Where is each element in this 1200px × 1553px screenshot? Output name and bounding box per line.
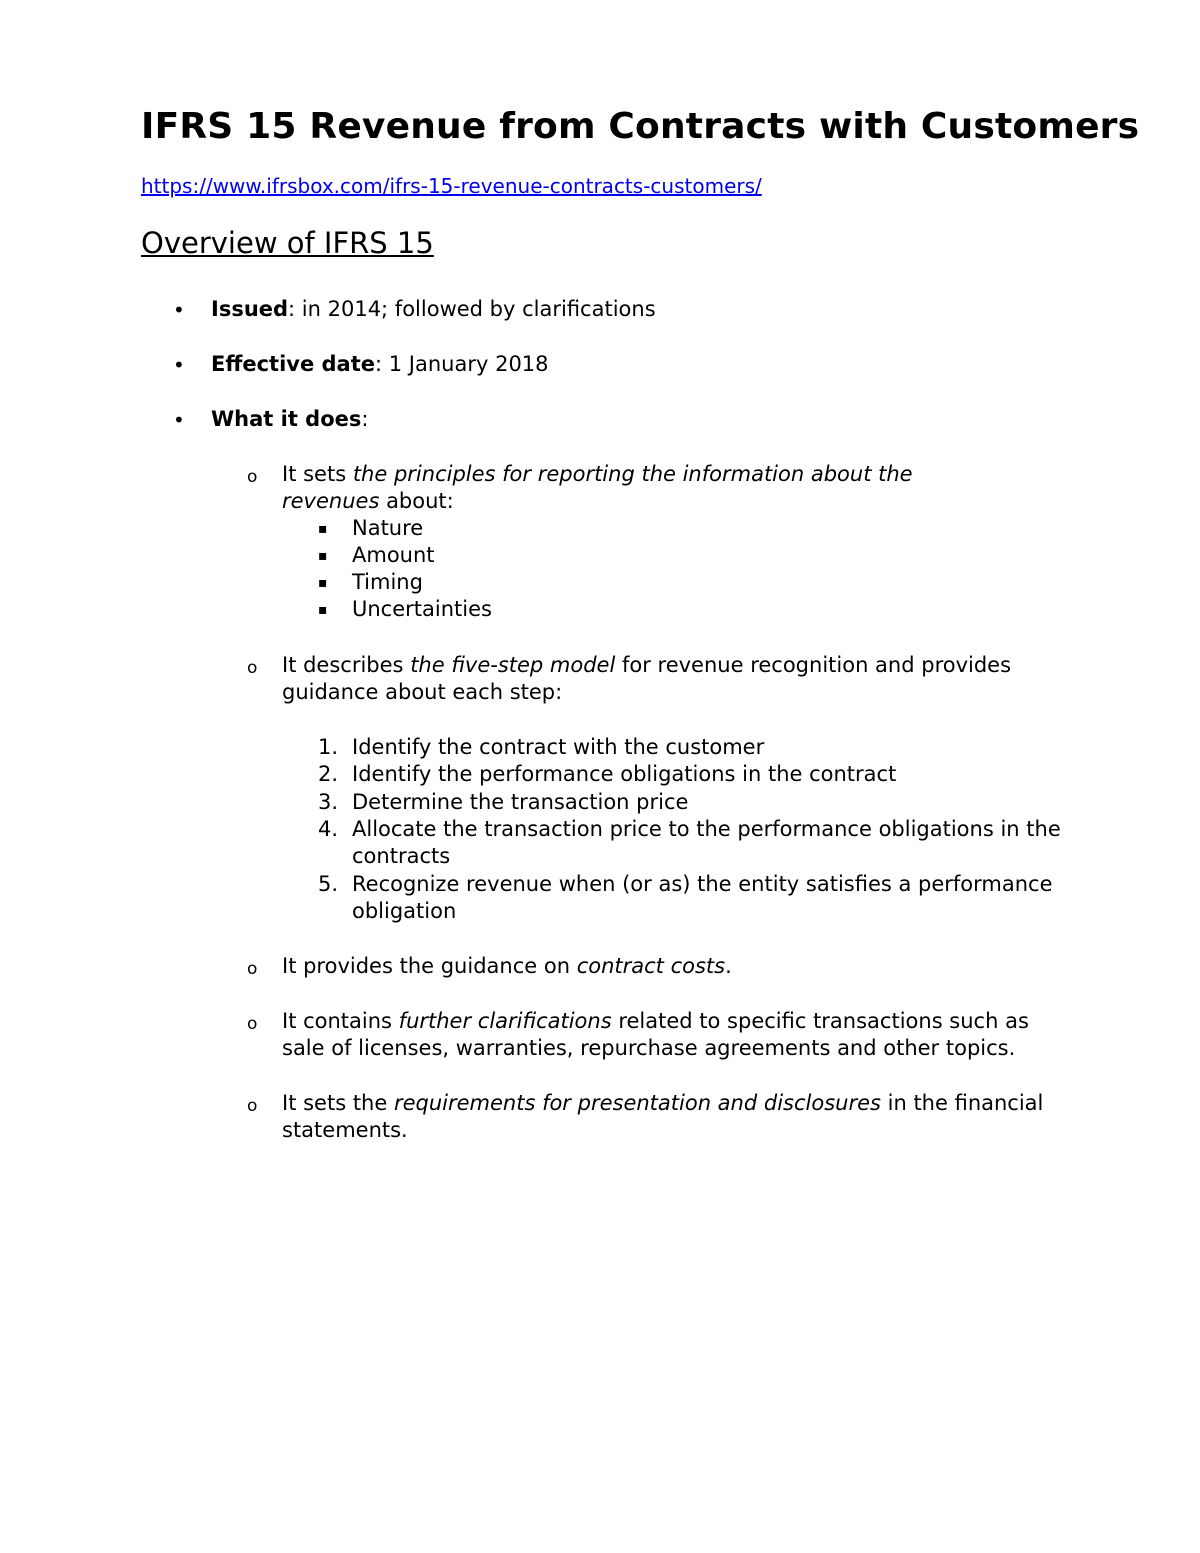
does-item-principles-line2 [282, 488, 454, 515]
emphasis-text: the principles for reporting the information about the [352, 462, 913, 486]
square-bullet-icon: ▪ [318, 521, 328, 537]
circle-bullet-icon: o [247, 1096, 258, 1116]
text-segment: for revenue recognition and provides [615, 653, 1012, 677]
does-item-further-clarifications [282, 1008, 1029, 1035]
emphasis-text: revenues [282, 489, 380, 513]
text-segment: related to specific transactions such as [611, 1009, 1029, 1033]
sub-item-nature: Nature [352, 516, 424, 540]
text-segment: It provides the guidance on [282, 954, 577, 978]
square-bullet-icon: ▪ [318, 575, 328, 591]
does-item-five-step-model-line2: guidance about each step: [282, 680, 563, 704]
square-bullet-icon: ▪ [318, 548, 328, 564]
circle-bullet-icon: o [247, 1014, 258, 1034]
emphasis-text: requirements for presentation and disclosures [393, 1091, 881, 1115]
overview-item-what-it-does [211, 406, 368, 433]
step-text: Identify the contract with the customer [352, 735, 765, 759]
source-link[interactable]: https://www.ifrsbox.com/ifrs-15-revenue-contracts-customers/ [141, 174, 762, 198]
disc-bullet-icon: • [173, 298, 185, 322]
step-number: 3. [318, 790, 339, 814]
disc-bullet-icon: • [173, 408, 185, 432]
step-text-continued: contracts [352, 844, 451, 868]
sub-item-timing: Timing [352, 570, 423, 594]
step-number: 5. [318, 872, 339, 896]
overview-label: Issued [211, 297, 289, 321]
document-title: IFRS 15 Revenue from Contracts with Customers [141, 106, 1140, 147]
text-segment: It describes [282, 653, 411, 677]
does-item-contract-costs [282, 953, 732, 980]
does-item-further-clarifications-line2: sale of licenses, warranties, repurchase agreements and other topics. [282, 1036, 1016, 1060]
text-segment: It sets the [282, 1091, 394, 1115]
overview-label: What it does [211, 407, 362, 431]
step-text: Identify the performance obligations in the contract [352, 762, 897, 786]
circle-bullet-icon: o [247, 467, 258, 487]
does-item-five-step-model [282, 652, 1011, 679]
text-segment: in the financial [880, 1091, 1044, 1115]
step-text: Recognize revenue when (or as) the entity satisfies a performance [352, 872, 1053, 896]
text-segment: . [725, 954, 732, 978]
step-text: Determine the transaction price [352, 790, 689, 814]
overview-label: Effective date [211, 352, 376, 376]
emphasis-text: contract costs [576, 954, 726, 978]
circle-bullet-icon: o [247, 658, 258, 678]
text-segment: about: [379, 489, 454, 513]
step-number: 2. [318, 762, 339, 786]
sub-item-amount: Amount [352, 543, 435, 567]
does-item-principles [282, 461, 913, 488]
overview-text: : [361, 407, 369, 431]
disc-bullet-icon: • [173, 353, 185, 377]
step-number: 4. [318, 817, 339, 841]
step-text: Allocate the transaction price to the performance obligations in the [352, 817, 1061, 841]
square-bullet-icon: ▪ [318, 602, 328, 618]
section-heading: Overview of IFRS 15 [141, 226, 434, 260]
does-item-presentation-disclosures-line2: statements. [282, 1118, 408, 1142]
step-number: 1. [318, 735, 339, 759]
overview-item-issued [211, 296, 656, 323]
does-item-presentation-disclosures [282, 1090, 1043, 1117]
text-segment: It contains [282, 1009, 399, 1033]
step-text-continued: obligation [352, 899, 457, 923]
overview-item-effective-date [211, 351, 549, 378]
circle-bullet-icon: o [247, 959, 258, 979]
text-segment: It sets [282, 462, 353, 486]
emphasis-text: further clarifications [398, 1009, 612, 1033]
sub-item-uncertainties: Uncertainties [352, 597, 492, 621]
overview-text: : 1 January 2018 [375, 352, 549, 376]
overview-text: : in 2014; followed by clarifications [288, 297, 656, 321]
emphasis-text: the five-step model [410, 653, 616, 677]
